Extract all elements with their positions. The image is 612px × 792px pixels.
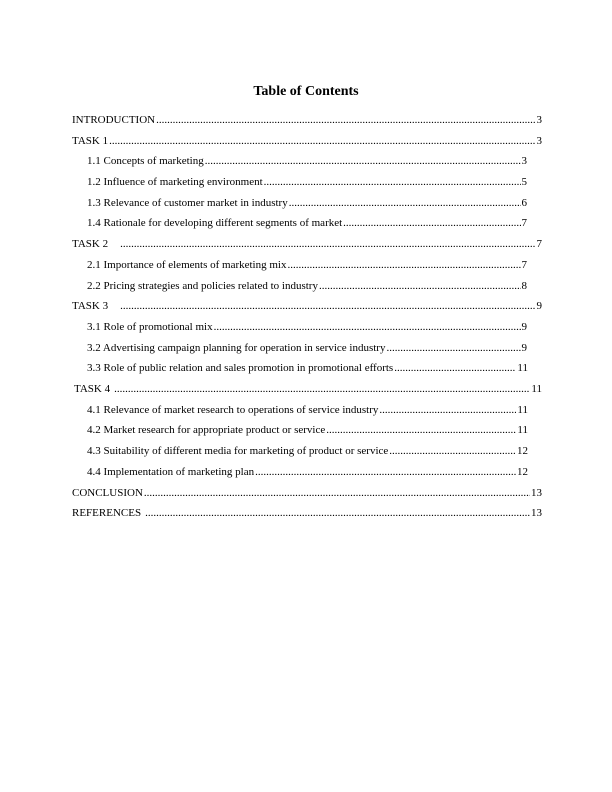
toc-leader-dots <box>114 383 530 396</box>
toc-entry-label: 1.2 Influence of marketing environment <box>87 176 263 188</box>
toc-leader-dots <box>386 342 520 355</box>
toc-leader-dots <box>264 176 521 189</box>
toc-entry-label: 1.1 Concepts of marketing <box>87 155 204 167</box>
toc-entry-label: 4.1 Relevance of market research to operations of service industry <box>87 404 379 416</box>
toc-entry-references[interactable] <box>72 507 542 520</box>
toc-entry-page: 3 <box>536 114 542 126</box>
toc-entry-conclusion[interactable] <box>72 487 542 500</box>
toc-leader-dots <box>156 114 535 127</box>
toc-entry-page: 6 <box>521 197 527 209</box>
toc-entry-label: TASK 1 <box>72 135 109 147</box>
toc-entry-3-1[interactable] <box>87 321 527 334</box>
toc-entry-task-2[interactable] <box>72 238 542 251</box>
toc-leader-dots <box>145 507 530 520</box>
toc-entry-page: 11 <box>531 383 542 395</box>
toc-leader-dots <box>287 259 520 272</box>
toc-entry-1-1[interactable] <box>87 155 527 168</box>
toc-entry-2-1[interactable] <box>87 259 527 272</box>
toc-entry-page: 11 <box>517 424 528 436</box>
toc-entry-1-2[interactable] <box>87 176 527 189</box>
toc-entry-label: 2.1 Importance of elements of marketing mix <box>87 259 287 271</box>
toc-entry-page: 11 <box>517 362 528 374</box>
toc-entry-label: REFERENCES <box>72 507 142 519</box>
toc-entry-page: 9 <box>521 321 527 333</box>
toc-entry-label: 4.2 Market research for appropriate product or service <box>87 424 326 436</box>
toc-entry-4-1[interactable] <box>87 404 528 417</box>
toc-entry-label: 3.1 Role of promotional mix <box>87 321 213 333</box>
toc-entry-page: 9 <box>521 342 527 354</box>
toc-leader-dots <box>389 445 516 458</box>
toc-entry-label: 3.2 Advertising campaign planning for operation in service industry <box>87 342 386 354</box>
toc-entry-label: INTRODUCTION <box>72 114 156 126</box>
toc-entry-page: 7 <box>521 259 527 271</box>
toc-entry-page: 9 <box>536 300 542 312</box>
toc-entry-label: TASK 2 <box>72 238 109 250</box>
toc-entry-3-3[interactable] <box>87 362 528 375</box>
toc-entry-3-2[interactable] <box>87 342 527 355</box>
toc-entry-task-4[interactable] <box>74 383 542 396</box>
toc-entry-1-4[interactable] <box>87 217 527 230</box>
toc-entry-page: 7 <box>536 238 542 250</box>
toc-leader-dots <box>326 424 516 437</box>
toc-leader-dots <box>214 321 521 334</box>
toc-leader-dots <box>319 280 521 293</box>
toc-entry-4-4[interactable] <box>87 466 528 479</box>
toc-entry-label: TASK 4 <box>74 383 111 395</box>
toc-leader-dots <box>109 135 535 148</box>
toc-leader-dots <box>120 300 535 313</box>
toc-entry-label: 4.3 Suitability of different media for marketing of product or service <box>87 445 389 457</box>
toc-entry-label: 2.2 Pricing strategies and policies related to industry <box>87 280 318 292</box>
toc-entry-page: 3 <box>521 155 527 167</box>
toc-entry-label: CONCLUSION <box>72 487 143 499</box>
toc-leader-dots <box>394 362 516 375</box>
toc-entry-4-3[interactable] <box>87 445 528 458</box>
toc-title: Table of Contents <box>253 84 359 99</box>
toc-leader-dots <box>144 487 530 500</box>
toc-entry-page: 11 <box>517 404 528 416</box>
toc-leader-dots <box>343 217 520 230</box>
toc-leader-dots <box>255 466 516 479</box>
toc-entry-page: 3 <box>536 135 542 147</box>
toc-leader-dots <box>379 404 516 417</box>
toc-entry-2-2[interactable] <box>87 280 527 293</box>
toc-entry-label: 1.4 Rationale for developing different segments of market <box>87 217 343 229</box>
toc-entry-page: 5 <box>521 176 527 188</box>
toc-entry-1-3[interactable] <box>87 197 527 210</box>
toc-entry-page: 13 <box>531 507 542 519</box>
toc-entry-page: 13 <box>531 487 542 499</box>
toc-leader-dots <box>205 155 521 168</box>
toc-entry-introduction[interactable] <box>72 114 542 127</box>
toc-entry-label: 1.3 Relevance of customer market in industry <box>87 197 288 209</box>
toc-entry-page: 8 <box>521 280 527 292</box>
toc-entry-task-3[interactable] <box>72 300 542 313</box>
toc-entry-task-1[interactable] <box>72 135 542 148</box>
toc-entry-page: 12 <box>517 466 528 478</box>
toc-leader-dots <box>120 238 535 251</box>
toc-entry-label: TASK 3 <box>72 300 109 312</box>
toc-entry-4-2[interactable] <box>87 424 528 437</box>
toc-entry-label: 4.4 Implementation of marketing plan <box>87 466 255 478</box>
toc-entry-page: 12 <box>517 445 528 457</box>
toc-entry-label: 3.3 Role of public relation and sales promotion in promotional efforts <box>87 362 394 374</box>
toc-leader-dots <box>289 197 521 210</box>
toc-entry-page: 7 <box>521 217 527 229</box>
